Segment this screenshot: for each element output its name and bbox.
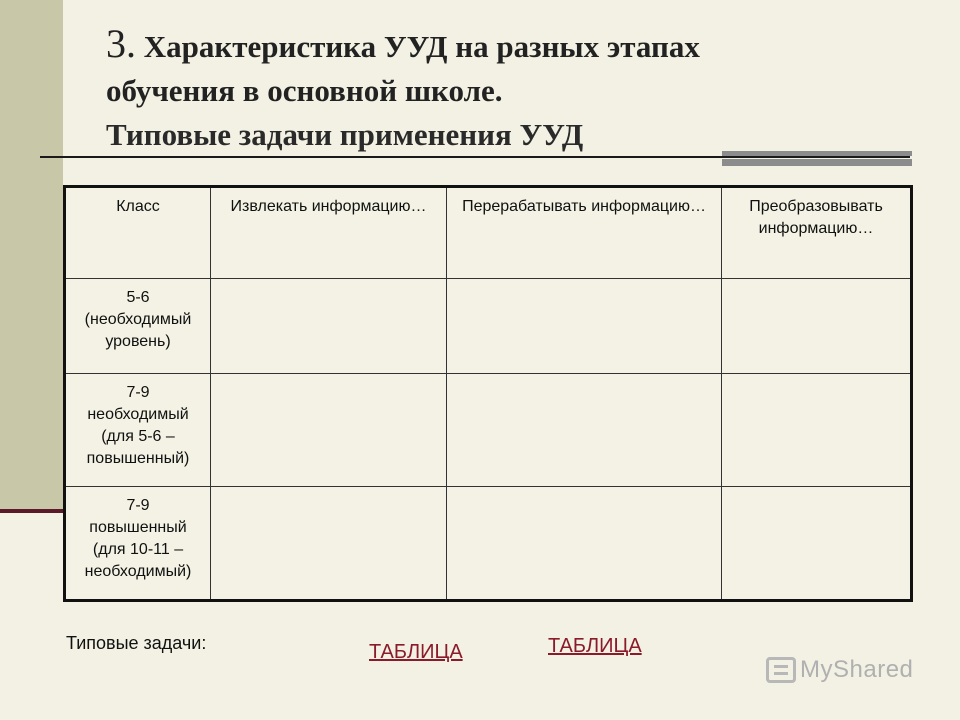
table-row: [65, 374, 912, 487]
watermark-text: MyShared: [800, 656, 914, 683]
table-cell[interactable]: [447, 279, 722, 374]
myshared-logo-icon: [766, 657, 796, 683]
header-process: Перерабатывать информацию…: [447, 187, 722, 279]
table-row: [65, 279, 912, 374]
table-cell[interactable]: [722, 374, 912, 487]
row-grade-label: 7-9 повышенный (для 10-11 – необходимый): [65, 487, 211, 601]
title-number: 3.: [106, 21, 136, 66]
side-decoration-bar: [0, 0, 63, 512]
table-link-2[interactable]: ТАБЛИЦА: [548, 635, 642, 657]
header-transform: Преобразовывать информацию…: [722, 187, 912, 279]
title-line-3: Типовые задачи применения УУД: [106, 117, 584, 152]
side-decoration-rule: [0, 509, 63, 513]
header-grade: Класс: [65, 187, 211, 279]
table-cell[interactable]: [211, 374, 447, 487]
table-cell[interactable]: [447, 374, 722, 487]
title-line-2: обучения в основной школе.: [106, 73, 503, 108]
table-cell[interactable]: [447, 487, 722, 601]
table-link-1[interactable]: ТАБЛИЦА: [369, 641, 463, 663]
row-grade-label: 7-9 необходимый (для 5-6 – повышенный): [65, 374, 211, 487]
header-extract: Извлекать информацию…: [211, 187, 447, 279]
table-cell[interactable]: [211, 279, 447, 374]
uud-table: [63, 185, 913, 602]
table-cell[interactable]: [722, 487, 912, 601]
table-cell[interactable]: [722, 279, 912, 374]
slide-title: [106, 22, 926, 157]
table-header-row: [65, 187, 912, 279]
row-grade-label: 5-6 (необходимый уровень): [65, 279, 211, 374]
watermark: [766, 656, 913, 684]
typical-tasks-label: Типовые задачи:: [66, 633, 207, 653]
table-cell[interactable]: [211, 487, 447, 601]
title-underline-accent: [722, 151, 912, 166]
title-line-1: Характеристика УУД на разных этапах: [143, 29, 700, 64]
table-row: [65, 487, 912, 601]
